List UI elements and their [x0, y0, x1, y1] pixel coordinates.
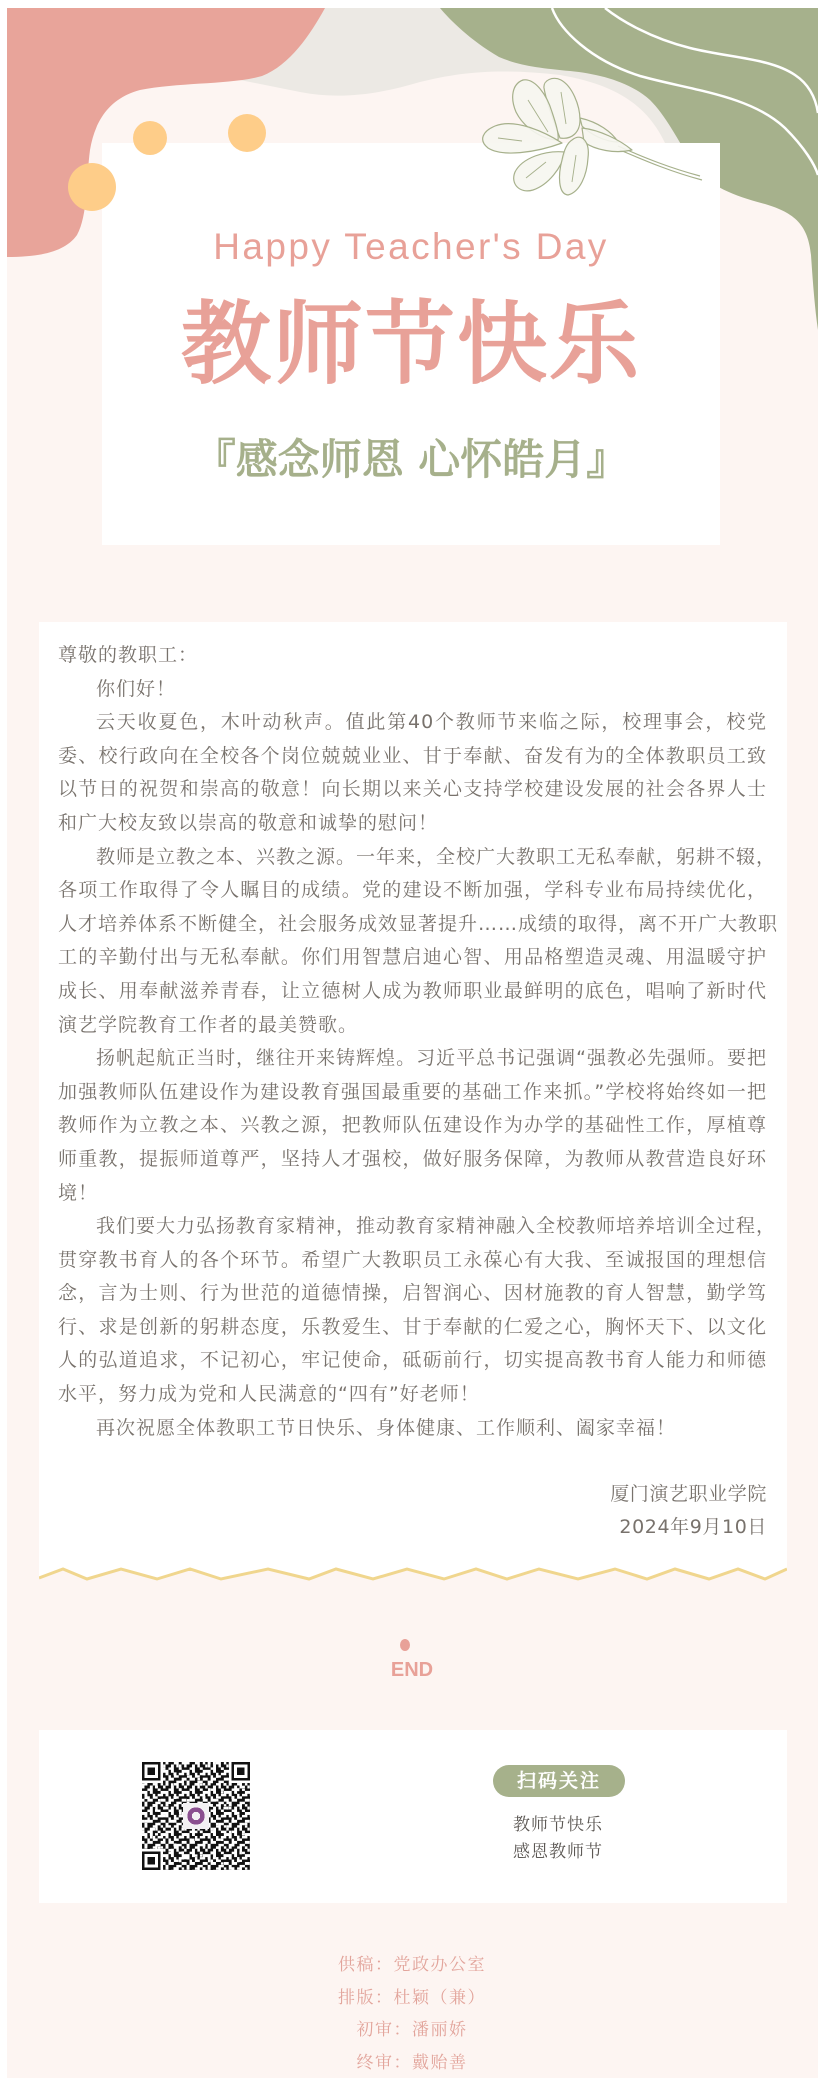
paragraph-line: 演艺学院教育工作者的最美赞歌。 [58, 1013, 359, 1036]
signature-org: 厦门演艺职业学院 [610, 1483, 767, 1505]
paragraph-line: 我们要大力弘扬教育家精神，推动教育家精神融入全校教师培养培训全过程， [96, 1215, 777, 1238]
paragraph-line: 扬帆起航正当时，继往开来铸辉煌。习近平总书记强调“强教必先强师。要把 [96, 1047, 767, 1070]
paragraph-line: 和广大校友致以崇高的敬意和诚挚的慰问！ [58, 811, 439, 834]
paragraph-line: 各项工作取得了令人瞩目的成绩。党的建设不断加强，学科专业布局持续优化， [58, 879, 767, 902]
follow-caption: 感恩教师节 [513, 1842, 603, 1862]
paragraph-line: 教师是立教之本、兴教之源。一年来，全校广大教职工无私奉献，躬耕不辍， [96, 845, 777, 868]
paragraph-line: 贯穿教书育人的各个环节。希望广大教职员工永葆心有大我、至诚报国的理想信 [58, 1248, 767, 1271]
credit-label: 供稿： [338, 1955, 394, 1975]
paragraph-line: 行、求是创新的躬耕态度，乐教爱生、甘于奉献的仁爱之心，胸怀天下、以文化 [58, 1315, 767, 1338]
credit-value: 党政办公室 [393, 1955, 486, 1975]
follow-captions [478, 1812, 638, 1866]
paragraph-line: 云天收夏色，木叶动秋声。值此第40个教师节来临之际，校理事会，校党 [96, 711, 767, 734]
paragraph-line: 加强教师队伍建设作为建设教育强国最重要的基础工作来抓。”学校将始终如一把 [58, 1080, 767, 1103]
hero-slogan: 『感念师恩 心怀皓月』 [193, 435, 629, 484]
credit-label: 排版： [338, 1987, 394, 2008]
qr-code-icon [142, 1762, 250, 1870]
paragraph-line: 人才培养体系不断健全，社会服务成效显著提升……成绩的取得，离不开广大教职 [58, 912, 779, 935]
paragraph-line: 师重教，提振师道尊严，坚持人才强校，做好服务保障，为教师从教营造良好环 [58, 1147, 767, 1170]
hero-subtitle-en: Happy Teacher's Day [213, 226, 609, 267]
yellow-dot [68, 163, 116, 211]
signature-date: 2024年9月10日 [619, 1516, 767, 1538]
credit-line [0, 2014, 824, 2047]
paragraph-line: 念，言为士则、行为世范的道德情操，启智润心、因材施教的育人智慧，勤学笃 [58, 1282, 767, 1305]
follow-caption: 教师节快乐 [513, 1815, 603, 1835]
end-label: END [390, 1659, 434, 1681]
credit-label: 初审： [356, 2020, 412, 2041]
credit-line [0, 1982, 824, 2015]
paragraph-line: 工的辛勤付出与无私奉献。你们用智慧启迪心智、用品格塑造灵魂、用温暖守护 [58, 946, 767, 969]
credit-line [0, 1949, 824, 1982]
hero-title: 教师节快乐 [181, 292, 641, 397]
follow-badge: 扫码关注 [493, 1765, 625, 1797]
letter-signature [58, 1478, 767, 1544]
paragraph-line: 成长、用奉献滋养青春，让立德树人成为教师职业最鲜明的底色，唱响了新时代 [58, 979, 767, 1002]
paragraph-line: 境！ [58, 1181, 99, 1204]
letter-greeting: 你们好！ [96, 677, 177, 700]
credits [0, 1949, 824, 2080]
letter-salutation: 尊敬的教职工： [58, 644, 199, 666]
zigzag-divider [39, 1560, 787, 1584]
credit-value: 戴贻善 [412, 2053, 468, 2074]
paragraph-line: 再次祝愿全体教职工节日快乐、身体健康、工作顺利、阖家幸福！ [96, 1416, 677, 1439]
credit-value: 杜颖（兼） [393, 1987, 486, 2008]
paragraph-line: 委、校行政向在全校各个岗位兢兢业业、甘于奉献、奋发有为的全体教职员工致 [58, 744, 767, 767]
end-dot-icon [400, 1639, 410, 1651]
credit-value: 潘丽娇 [412, 2020, 468, 2041]
paragraph-line: 以节日的祝贺和崇高的敬意！向长期以来关心支持学校建设发展的社会各界人士 [58, 778, 767, 801]
paragraph-line: 教师作为立教之本、兴教之源，把教师队伍建设作为办学的基础性工作，厚植尊 [58, 1114, 767, 1137]
yellow-dot [228, 114, 266, 152]
yellow-dot [133, 121, 167, 155]
credit-label: 终审： [356, 2053, 412, 2074]
letter-body [58, 639, 779, 1445]
paragraph-line: 人的弘道追求，不记初心，牢记使命，砥砺前行，切实提高教书育人能力和师德 [58, 1349, 767, 1372]
credit-line [0, 2047, 824, 2080]
paragraph-line: 水平，努力成为党和人民满意的“四有”好老师！ [58, 1383, 480, 1406]
